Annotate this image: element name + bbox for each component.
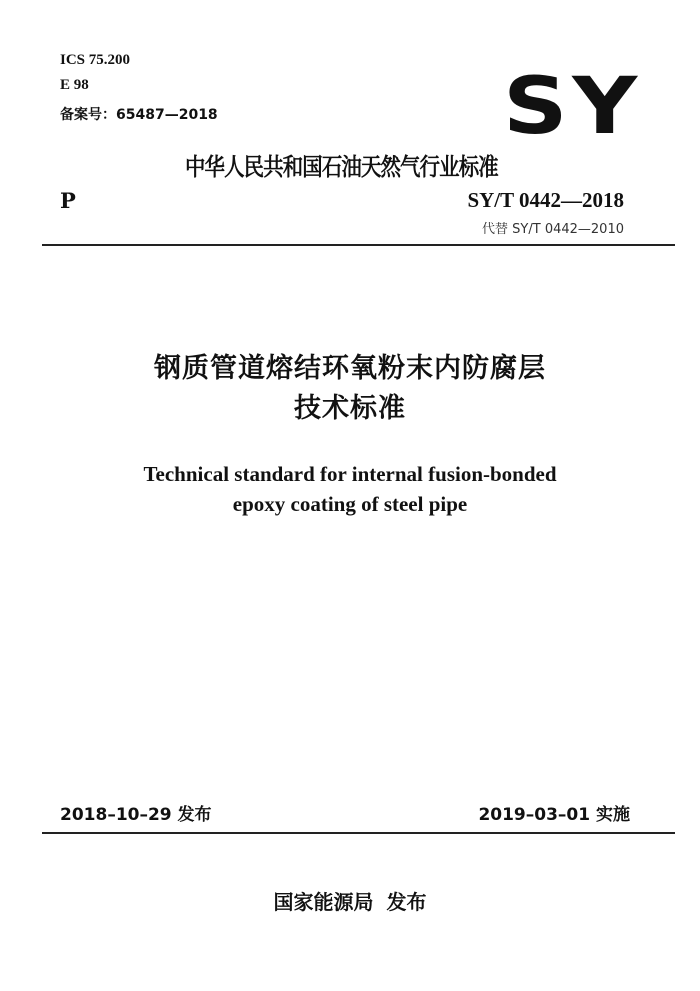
industry-standard-title: 中华人民共和国石油天然气行业标准 bbox=[185, 153, 498, 181]
standard-number: SY/T 0442—2018 bbox=[467, 188, 624, 212]
header-divider bbox=[42, 244, 675, 246]
classification-code: E 98 bbox=[60, 77, 89, 93]
category-letter: P bbox=[60, 188, 76, 213]
sy-logo: SY bbox=[503, 62, 642, 152]
implementation-date: 2019–03–01 实施 bbox=[478, 805, 630, 825]
replaces-standard: 代替 SY/T 0442—2010 bbox=[482, 222, 624, 237]
footer-divider bbox=[42, 832, 675, 834]
issue-date: 2018–10–29 发布 bbox=[60, 805, 212, 825]
issuing-authority: 国家能源局 发布 bbox=[273, 890, 427, 914]
english-title-line-2: epoxy coating of steel pipe bbox=[232, 492, 468, 516]
english-title-line-1: Technical standard for internal fusion-bonded bbox=[143, 462, 557, 486]
ics-code: ICS 75.200 bbox=[60, 52, 131, 68]
chinese-title-line-1: 钢质管道熔结环氧粉末内防腐层 bbox=[154, 353, 546, 384]
record-number: 备案号：65487—2018 bbox=[60, 107, 218, 123]
chinese-title-line-2: 技术标准 bbox=[294, 393, 406, 424]
